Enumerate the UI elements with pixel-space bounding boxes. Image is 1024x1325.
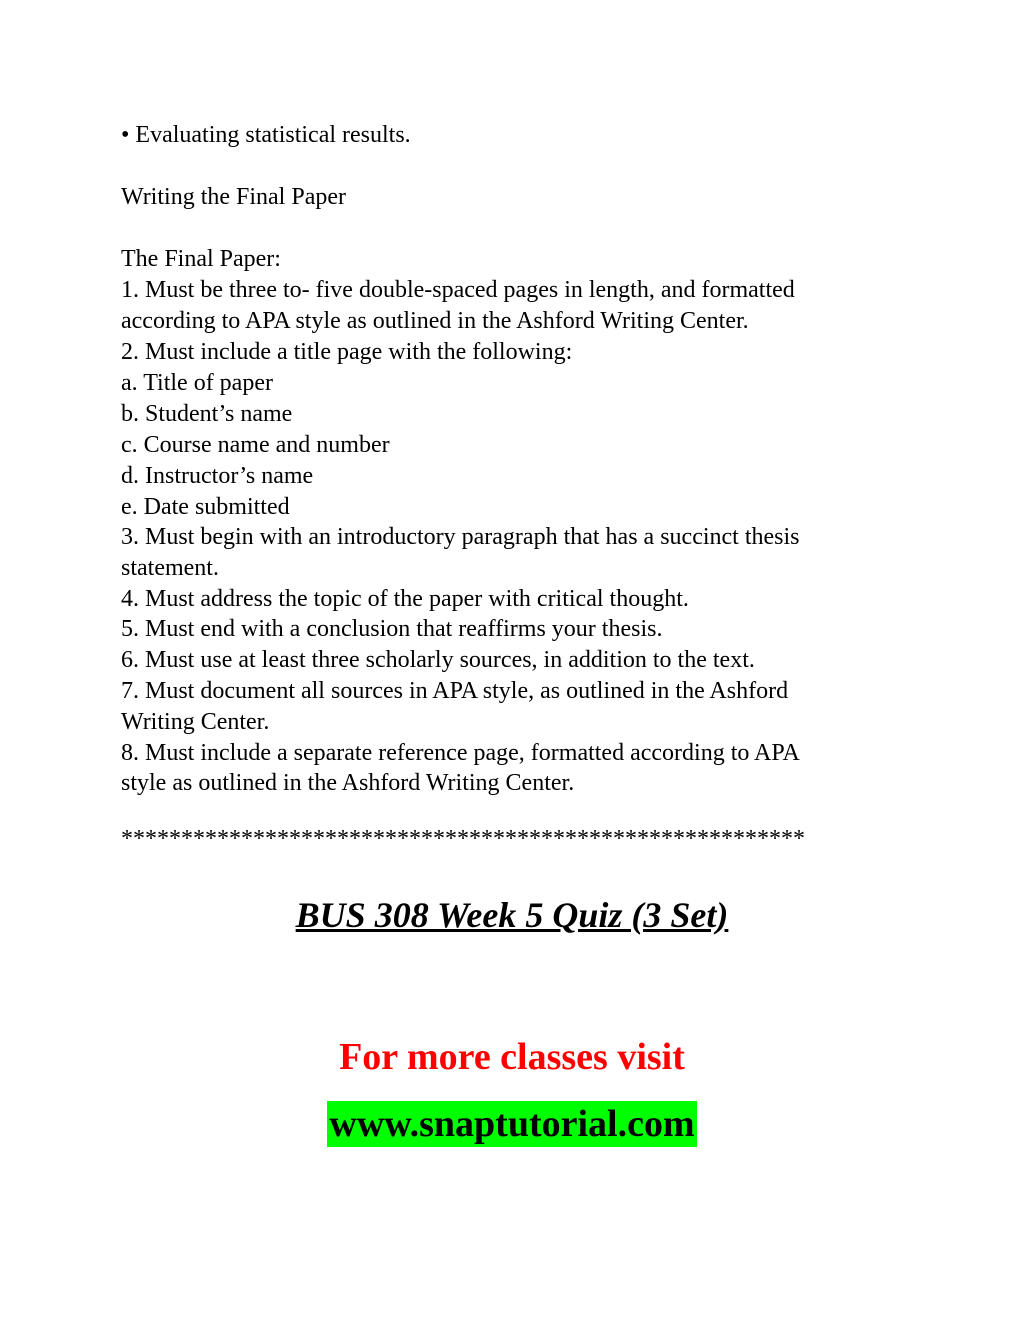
quiz-title-link[interactable] [0, 893, 1024, 937]
requirement-line: 7. Must document all sources in APA style, as outlined in the Ashford [121, 678, 789, 704]
section-heading: Writing the Final Paper [121, 184, 346, 210]
requirement-line: 8. Must include a separate reference page, formatted according to APA [121, 740, 800, 766]
requirement-line: c. Course name and number [121, 432, 390, 458]
requirement-line: 6. Must use at least three scholarly sources, in addition to the text. [121, 647, 755, 673]
final-paper-label: The Final Paper: [121, 246, 281, 272]
requirement-line: 4. Must address the topic of the paper with critical thought. [121, 586, 689, 612]
requirement-line: Writing Center. [121, 709, 270, 735]
requirement-line: statement. [121, 555, 219, 581]
requirement-line: b. Student’s name [121, 401, 293, 427]
requirement-line: a. Title of paper [121, 370, 273, 396]
requirement-line: 3. Must begin with an introductory paragraph that has a succinct thesis [121, 524, 800, 550]
quiz-title-text: BUS 308 Week 5 Quiz (3 Set) [295, 895, 729, 935]
promo-url-link[interactable]: www.snaptutorial.com [329, 1103, 695, 1145]
requirement-line: 1. Must be three to- five double-spaced pages in length, and formatted [121, 277, 795, 303]
requirement-line: 2. Must include a title page with the following: [121, 339, 573, 365]
promo-url-row [0, 1101, 1024, 1147]
requirement-line: e. Date submitted [121, 494, 290, 520]
separator-line: ********************************************************* [121, 826, 805, 852]
bullet-item: • Evaluating statistical results. [121, 122, 411, 148]
requirement-line: d. Instructor’s name [121, 463, 314, 489]
promo-visit-text: For more classes visit [339, 1036, 685, 1078]
requirement-line: style as outlined in the Ashford Writing Center. [121, 770, 575, 796]
requirement-line: 5. Must end with a conclusion that reaffirms your thesis. [121, 616, 663, 642]
requirement-line: according to APA style as outlined in the Ashford Writing Center. [121, 308, 749, 334]
